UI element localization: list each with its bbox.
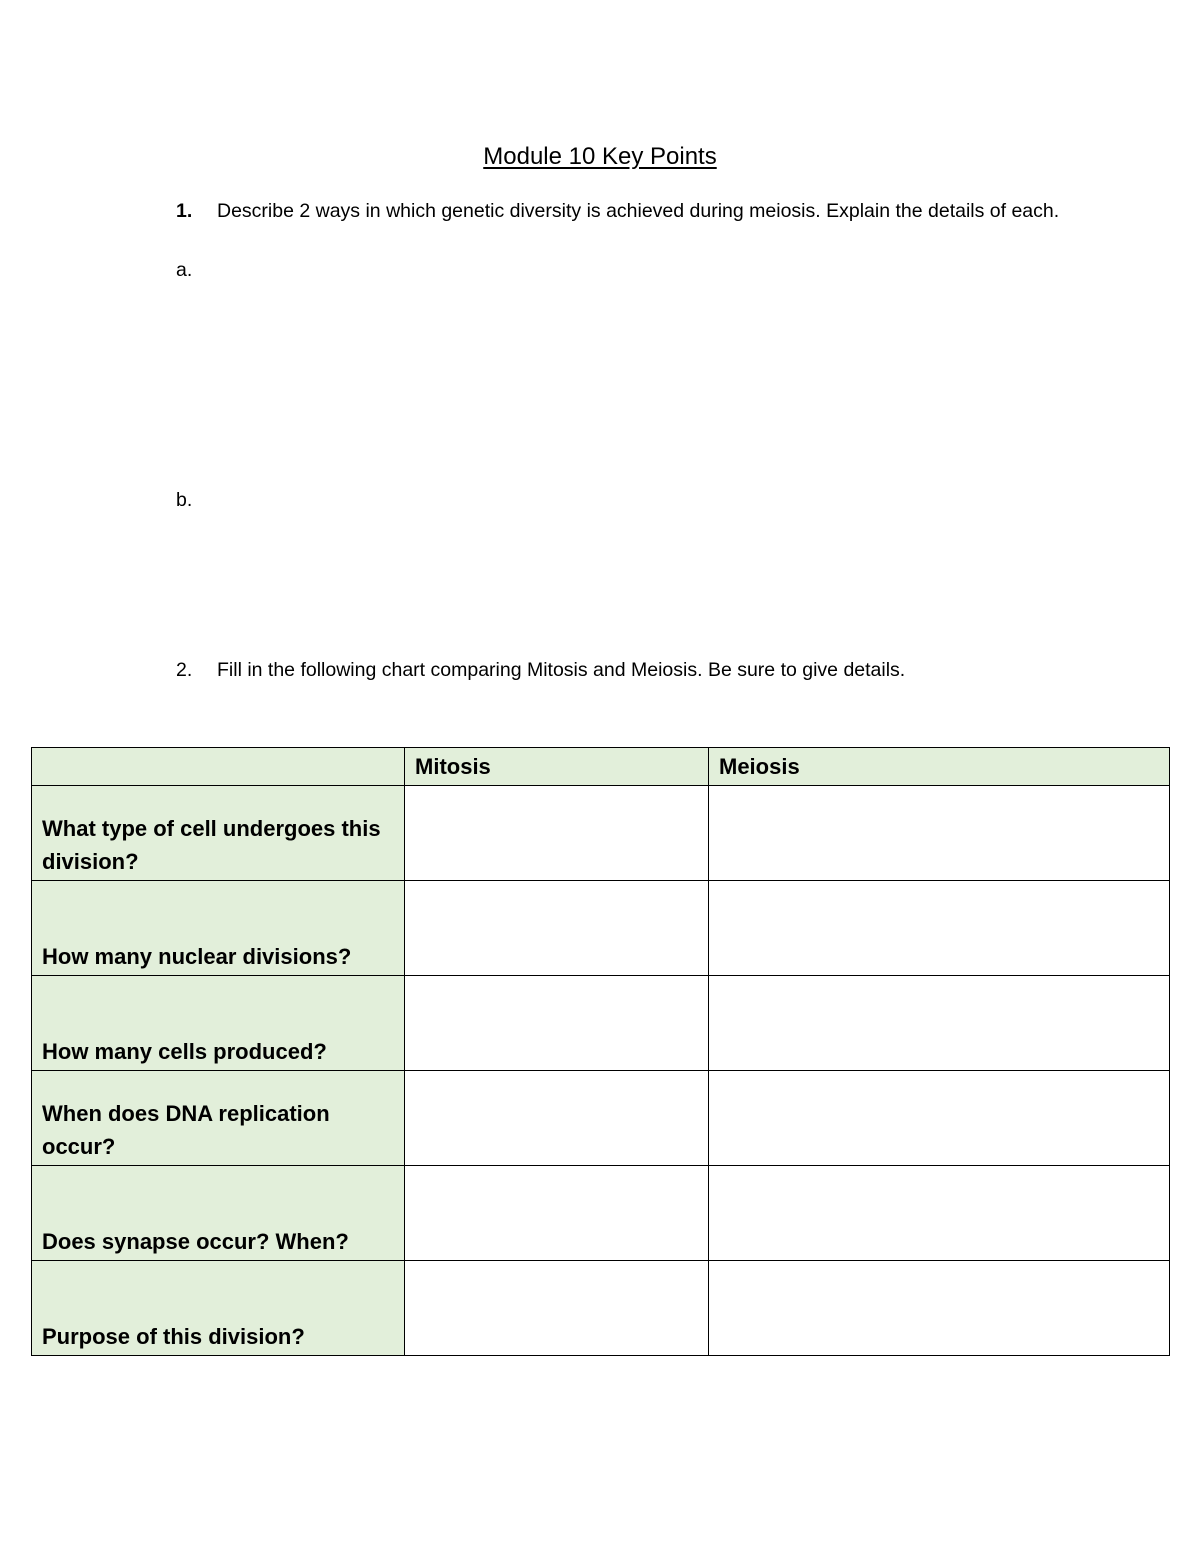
chart-row [32,1071,1170,1166]
chart-header-meiosis: Meiosis [709,748,1170,786]
row-label-dna-replication: When does DNA replication occur? [32,1071,405,1166]
answer-a-label: a. [176,259,193,281]
meiosis-answer-cell[interactable] [709,976,1170,1071]
mitosis-answer-cell[interactable] [405,786,709,881]
mitosis-answer-cell[interactable] [405,1261,709,1356]
question-2-text: Fill in the following chart comparing Mitosis and Meiosis. Be sure to give details. [217,659,906,681]
question-2 [176,659,905,682]
row-label-nuclear-divisions: How many nuclear divisions? [32,881,405,976]
page-title: Module 10 Key Points [483,143,717,170]
chart-row [32,786,1170,881]
question-1-number: 1. [176,200,193,222]
chart-row [32,881,1170,976]
chart-header-mitosis: Mitosis [405,748,709,786]
question-1-text: Describe 2 ways in which genetic diversity is achieved during meiosis. Explain the details of each. [217,200,1060,222]
answer-b-label: b. [176,489,193,511]
comparison-chart [31,747,1170,1356]
question-1 [176,196,1076,227]
chart-header-empty [32,748,405,786]
mitosis-answer-cell[interactable] [405,976,709,1071]
row-label-purpose: Purpose of this division? [32,1261,405,1356]
mitosis-answer-cell[interactable] [405,1071,709,1166]
mitosis-answer-cell[interactable] [405,881,709,976]
question-2-number: 2. [176,659,193,681]
meiosis-answer-cell[interactable] [709,881,1170,976]
row-label-synapse: Does synapse occur? When? [32,1166,405,1261]
mitosis-answer-cell[interactable] [405,1166,709,1261]
meiosis-answer-cell[interactable] [709,1071,1170,1166]
chart-row [32,976,1170,1071]
meiosis-answer-cell[interactable] [709,786,1170,881]
chart-row [32,1166,1170,1261]
chart-header-row [32,748,1170,786]
row-label-cells-produced: How many cells produced? [32,976,405,1071]
chart-row [32,1261,1170,1356]
meiosis-answer-cell[interactable] [709,1166,1170,1261]
row-label-cell-type: What type of cell undergoes this division? [32,786,405,881]
meiosis-answer-cell[interactable] [709,1261,1170,1356]
